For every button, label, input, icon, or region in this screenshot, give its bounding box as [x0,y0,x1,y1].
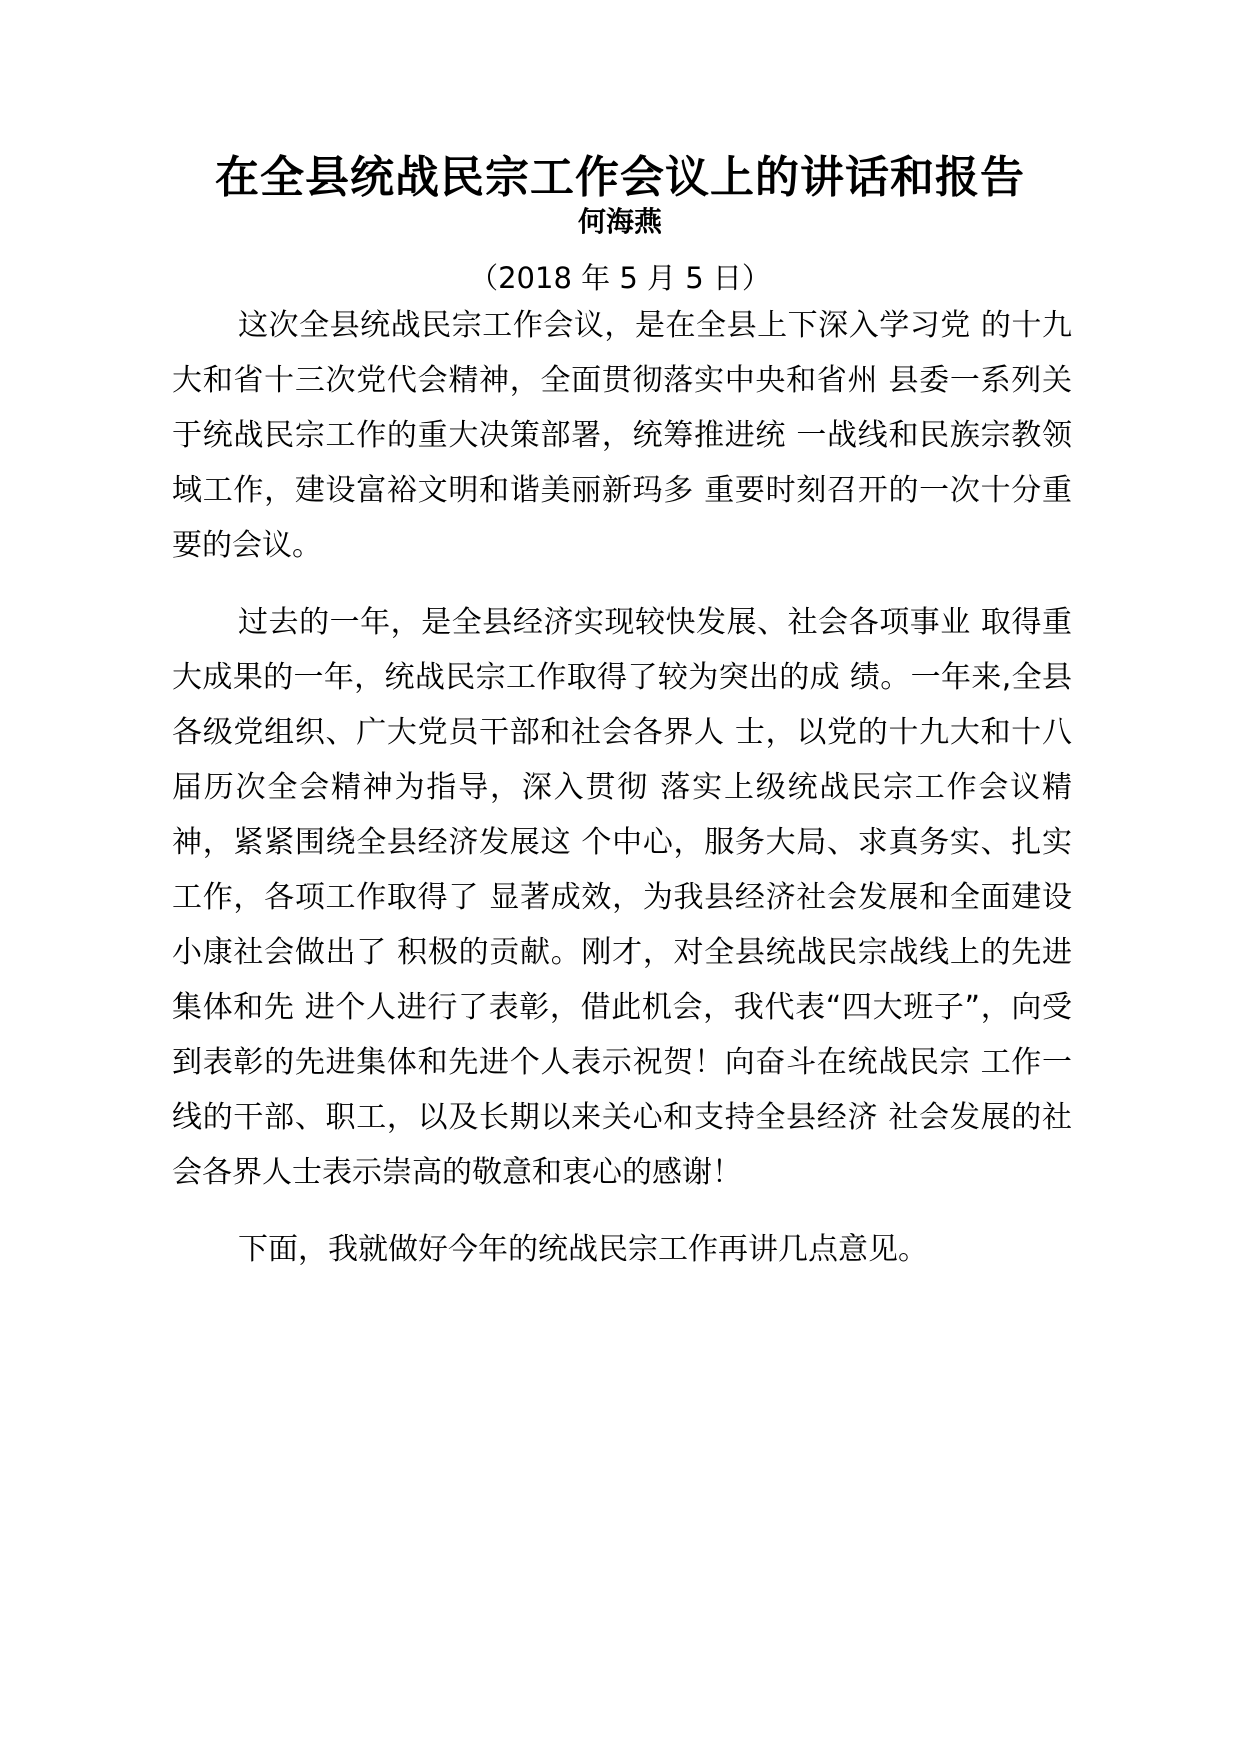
paragraph-opening: 这次全县统战民宗工作会议，是在全县上下深入学习党 的十九大和省十三次党代会精神，全面贯彻落实中央和省州 县委一系列关于统战民宗工作的重大决策部署，统筹推进统 一战线和民族宗教领域工作，建设富裕文明和谐美丽新玛多 重要时刻召开的一次十分重要的会议。 [172,308,1072,563]
document-body [172,298,1072,1299]
paragraph-review: 过去的一年，是全县经济实现较快发展、社会各项事业 取得重大成果的一年，统战民宗工作取得了较为突出的成 绩。一年来,全县各级党组织、广大党员干部和社会各界人 士，以党的十九大和十八届历次全会精神为指导，深入贯彻 落实上级统战民宗工作会议精神，紧紧围绕全县经济发展这 个中心，服务大局、求真务实、扎实工作，各项工作取得了 显著成效，为我县经济社会发展和全面建设小康社会做出了 积极的贡献。刚才，对全县统战民宗战线上的先进集体和先 进个人进行了表彰，借此机会，我代表“四大班子”，向受 到表彰的先进集体和先进个人表示祝贺！向奋斗在统战民宗 工作一线的干部、职工，以及长期以来关心和支持全县经济 社会发展的社会各界人士表示崇高的敬意和衷心的感谢！ [172,605,1072,1190]
speech-date: （2018 年 5 月 5 日） [469,261,771,295]
document-title: 在全县统战民宗工作会议上的讲话和报告 [215,152,1025,203]
author-name: 何海燕 [577,205,662,238]
paragraph-transition: 下面，我就做好今年的统战民宗工作再讲几点意见。 [238,1232,928,1267]
